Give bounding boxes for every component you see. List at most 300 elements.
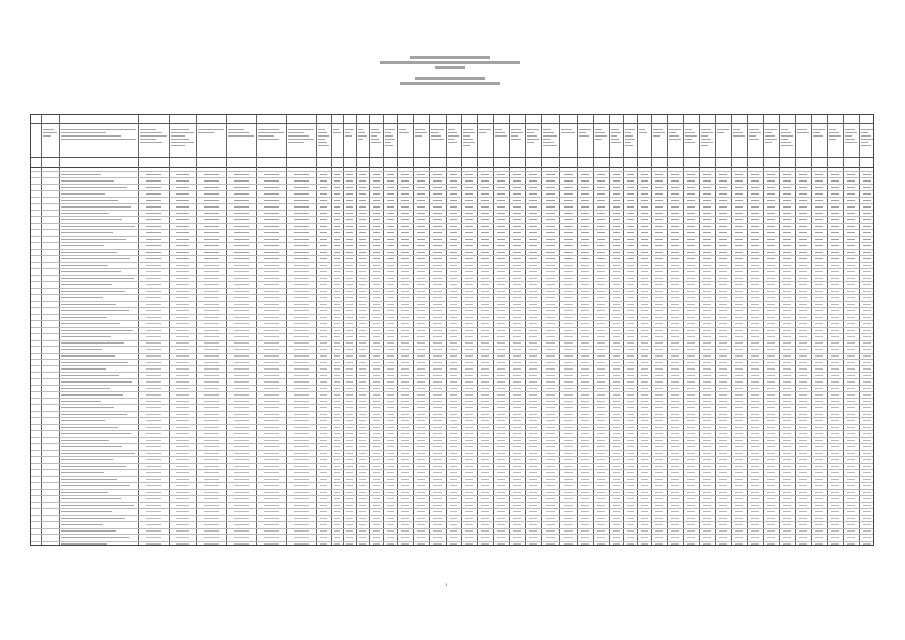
cell-value: [847, 180, 855, 181]
cell-value: [204, 407, 219, 408]
cell-value: [346, 239, 353, 240]
cell-value: [799, 459, 807, 460]
cell-value: [597, 537, 605, 538]
cell-value: [450, 317, 458, 318]
header-text: [228, 129, 244, 130]
cell-value: [799, 342, 807, 343]
cell-value: [751, 453, 759, 454]
cell-value: [497, 492, 505, 493]
cell-value: [546, 200, 555, 201]
cell-value: [815, 446, 823, 447]
cell-value: [465, 388, 473, 389]
cell-value: [529, 278, 537, 279]
cell-value: [417, 349, 425, 350]
cell-value: [146, 310, 162, 311]
cell-value: [863, 530, 871, 531]
cell-value: [671, 323, 679, 324]
cell-value: [204, 330, 219, 331]
cell-value: [529, 407, 537, 408]
cell-value: [387, 342, 394, 343]
cell-value: [234, 498, 249, 499]
cell-value: [627, 174, 634, 175]
cell-value: [146, 174, 162, 175]
cell-value: [799, 258, 807, 259]
cell-value: [627, 206, 634, 207]
cell-value: [863, 401, 871, 402]
cell-value: [564, 530, 573, 531]
cell-value: [799, 375, 807, 376]
cell-value: [863, 375, 871, 376]
header-text: [765, 132, 772, 133]
table-column-divider: [446, 115, 447, 545]
table-row: [31, 236, 873, 237]
cell-value: [613, 239, 620, 240]
cell-value: [387, 388, 394, 389]
cell-value: [320, 453, 328, 454]
header-text: [527, 135, 537, 136]
cell-value: [597, 414, 605, 415]
header-text: [448, 142, 457, 143]
table-column-divider: [859, 115, 860, 545]
cell-value: [465, 239, 473, 240]
cell-value: [863, 219, 871, 220]
cell-value: [465, 362, 473, 363]
row-description: [61, 401, 101, 402]
table-column-divider: [316, 115, 317, 545]
cell-value: [581, 498, 589, 499]
cell-value: [481, 180, 489, 181]
cell-value: [234, 297, 249, 298]
cell-value: [564, 245, 573, 246]
cell-value: [373, 180, 380, 181]
cell-value: [264, 433, 279, 434]
cell-value: [719, 466, 727, 467]
cell-value: [234, 472, 249, 473]
table-row: [31, 482, 873, 483]
cell-value: [597, 375, 605, 376]
cell-value: [204, 213, 219, 214]
cell-value: [735, 407, 743, 408]
cell-value: [346, 330, 353, 331]
cell-value: [581, 414, 589, 415]
cell-value: [450, 284, 458, 285]
header-text: [765, 129, 777, 130]
cell-value: [627, 485, 634, 486]
cell-value: [417, 174, 425, 175]
cell-value: [294, 297, 309, 298]
table-row: [31, 528, 873, 529]
cell-value: [703, 394, 711, 395]
cell-value: [847, 355, 855, 356]
header-text: [61, 129, 136, 130]
cell-value: [655, 530, 663, 531]
cell-value: [465, 323, 473, 324]
cell-value: [641, 453, 648, 454]
cell-value: [417, 446, 425, 447]
cell-value: [513, 492, 521, 493]
cell-value: [767, 200, 775, 201]
cell-value: [863, 543, 871, 544]
cell-value: [863, 278, 871, 279]
cell-value: [346, 459, 353, 460]
cell-value: [450, 537, 458, 538]
cell-value: [655, 505, 663, 506]
cell-value: [671, 232, 679, 233]
cell-value: [815, 349, 823, 350]
cell-value: [497, 317, 505, 318]
cell-value: [831, 330, 839, 331]
cell-value: [767, 492, 775, 493]
cell-value: [264, 511, 279, 512]
cell-value: [465, 394, 473, 395]
cell-value: [346, 433, 353, 434]
cell-value: [564, 349, 573, 350]
cell-value: [204, 245, 219, 246]
cell-value: [627, 440, 634, 441]
header-text: [463, 129, 473, 130]
cell-value: [513, 453, 521, 454]
cell-value: [450, 330, 458, 331]
cell-value: [346, 453, 353, 454]
cell-value: [655, 466, 663, 467]
cell-value: [497, 459, 505, 460]
cell-value: [863, 433, 871, 434]
cell-value: [481, 174, 489, 175]
cell-value: [546, 479, 555, 480]
cell-value: [719, 349, 727, 350]
cell-value: [847, 278, 855, 279]
cell-value: [401, 414, 409, 415]
header-text: [685, 135, 697, 136]
cell-value: [417, 479, 425, 480]
cell-value: [346, 219, 353, 220]
cell-value: [450, 180, 458, 181]
cell-value: [597, 388, 605, 389]
cell-value: [546, 530, 555, 531]
cell-value: [564, 518, 573, 519]
cell-value: [671, 466, 679, 467]
cell-value: [176, 297, 190, 298]
cell-value: [417, 518, 425, 519]
cell-value: [146, 407, 162, 408]
cell-value: [497, 206, 505, 207]
cell-value: [641, 187, 648, 188]
cell-value: [751, 466, 759, 467]
cell-value: [481, 479, 489, 480]
cell-value: [465, 440, 473, 441]
cell-value: [564, 239, 573, 240]
cell-value: [767, 245, 775, 246]
cell-value: [831, 200, 839, 201]
cell-value: [597, 187, 605, 188]
table-column-divider: [651, 115, 652, 545]
cell-value: [597, 394, 605, 395]
header-text: [288, 135, 309, 136]
cell-value: [264, 226, 279, 227]
cell-value: [671, 180, 679, 181]
cell-value: [597, 213, 605, 214]
cell-value: [627, 200, 634, 201]
cell-value: [627, 342, 634, 343]
cell-value: [334, 453, 340, 454]
cell-value: [401, 388, 409, 389]
header-text: [258, 135, 274, 136]
cell-value: [294, 511, 309, 512]
cell-value: [564, 330, 573, 331]
cell-value: [204, 317, 219, 318]
cell-value: [146, 440, 162, 441]
cell-value: [627, 180, 634, 181]
table-column-divider: [559, 115, 560, 545]
cell-value: [735, 336, 743, 337]
cell-value: [417, 440, 425, 441]
header-text: [595, 139, 602, 140]
cell-value: [815, 427, 823, 428]
cell-value: [146, 543, 162, 544]
cell-value: [799, 323, 807, 324]
cell-value: [450, 310, 458, 311]
cell-value: [564, 213, 573, 214]
cell-value: [373, 317, 380, 318]
cell-value: [751, 381, 759, 382]
table-column-divider: [138, 115, 139, 545]
cell-value: [234, 180, 249, 181]
header-text: [829, 139, 836, 140]
cell-value: [703, 271, 711, 272]
cell-value: [401, 297, 409, 298]
cell-value: [264, 304, 279, 305]
cell-value: [465, 193, 473, 194]
header-text: [611, 129, 619, 130]
cell-value: [433, 485, 442, 486]
cell-value: [783, 446, 791, 447]
cell-value: [671, 330, 679, 331]
cell-value: [751, 284, 759, 285]
cell-value: [433, 407, 442, 408]
cell-value: [671, 543, 679, 544]
cell-value: [546, 297, 555, 298]
cell-value: [294, 518, 309, 519]
cell-value: [450, 543, 458, 544]
header-text: [140, 135, 167, 136]
cell-value: [294, 368, 309, 369]
cell-value: [564, 297, 573, 298]
cell-value: [641, 427, 648, 428]
cell-value: [373, 498, 380, 499]
cell-value: [655, 433, 663, 434]
cell-value: [597, 174, 605, 175]
cell-value: [465, 414, 473, 415]
cell-value: [627, 446, 634, 447]
cell-value: [359, 420, 366, 421]
cell-value: [546, 459, 555, 460]
cell-value: [513, 401, 521, 402]
cell-value: [481, 265, 489, 266]
cell-value: [417, 271, 425, 272]
cell-value: [613, 414, 620, 415]
cell-value: [613, 187, 620, 188]
cell-value: [387, 323, 394, 324]
cell-value: [655, 511, 663, 512]
cell-value: [294, 239, 309, 240]
cell-value: [320, 330, 328, 331]
row-description: [61, 200, 118, 201]
cell-value: [831, 368, 839, 369]
cell-value: [783, 336, 791, 337]
cell-value: [687, 271, 695, 272]
cell-value: [497, 485, 505, 486]
cell-value: [204, 239, 219, 240]
cell-value: [320, 323, 328, 324]
cell-value: [735, 433, 743, 434]
cell-value: [703, 459, 711, 460]
header-text: [861, 142, 868, 143]
cell-value: [581, 485, 589, 486]
cell-value: [655, 414, 663, 415]
cell-value: [655, 355, 663, 356]
cell-value: [450, 213, 458, 214]
cell-value: [641, 193, 648, 194]
cell-value: [546, 440, 555, 441]
cell-value: [146, 498, 162, 499]
cell-value: [497, 323, 505, 324]
cell-value: [176, 375, 190, 376]
cell-value: [234, 317, 249, 318]
cell-value: [294, 187, 309, 188]
header-text: [511, 129, 521, 130]
cell-value: [863, 336, 871, 337]
cell-value: [671, 446, 679, 447]
cell-value: [481, 518, 489, 519]
cell-value: [320, 297, 328, 298]
cell-value: [481, 440, 489, 441]
cell-value: [264, 265, 279, 266]
cell-value: [831, 498, 839, 499]
cell-value: [767, 530, 775, 531]
header-text: [495, 135, 507, 136]
table-row: [31, 476, 873, 477]
cell-value: [264, 258, 279, 259]
cell-value: [719, 317, 727, 318]
cell-value: [497, 187, 505, 188]
cell-value: [719, 375, 727, 376]
cell-value: [597, 440, 605, 441]
header-text: [579, 135, 589, 136]
cell-value: [564, 304, 573, 305]
cell-value: [641, 446, 648, 447]
cell-value: [799, 310, 807, 311]
cell-value: [320, 492, 328, 493]
cell-value: [767, 427, 775, 428]
header-text: [781, 135, 793, 136]
cell-value: [529, 485, 537, 486]
table-column-divider: [795, 115, 796, 545]
cell-value: [234, 278, 249, 279]
cell-value: [417, 219, 425, 220]
cell-value: [863, 446, 871, 447]
cell-value: [564, 342, 573, 343]
row-description: [61, 440, 109, 441]
cell-value: [564, 440, 573, 441]
cell-value: [641, 420, 648, 421]
cell-value: [513, 200, 521, 201]
cell-value: [783, 355, 791, 356]
cell-value: [334, 193, 340, 194]
header-text: [431, 135, 441, 136]
header-text: [543, 139, 551, 140]
cell-value: [735, 453, 743, 454]
cell-value: [751, 479, 759, 480]
cell-value: [564, 368, 573, 369]
cell-value: [359, 271, 366, 272]
cell-value: [597, 323, 605, 324]
cell-value: [564, 485, 573, 486]
cell-value: [176, 349, 190, 350]
cell-value: [450, 362, 458, 363]
cell-value: [564, 375, 573, 376]
cell-value: [815, 375, 823, 376]
cell-value: [564, 433, 573, 434]
cell-value: [234, 381, 249, 382]
header-text: [463, 135, 470, 136]
cell-value: [450, 498, 458, 499]
cell-value: [767, 524, 775, 525]
cell-value: [863, 317, 871, 318]
header-text: [829, 129, 836, 130]
cell-value: [627, 297, 634, 298]
cell-value: [767, 239, 775, 240]
cell-value: [671, 219, 679, 220]
cell-value: [373, 375, 380, 376]
cell-value: [815, 498, 823, 499]
cell-value: [641, 258, 648, 259]
cell-value: [613, 219, 620, 220]
table-row: [31, 294, 873, 295]
cell-value: [387, 505, 394, 506]
cell-value: [597, 232, 605, 233]
cell-value: [546, 349, 555, 350]
cell-value: [176, 479, 190, 480]
cell-value: [497, 213, 505, 214]
cell-value: [334, 239, 340, 240]
cell-value: [783, 511, 791, 512]
cell-value: [359, 414, 366, 415]
cell-value: [334, 414, 340, 415]
cell-value: [334, 213, 340, 214]
cell-value: [234, 492, 249, 493]
cell-value: [513, 330, 521, 331]
cell-value: [513, 213, 521, 214]
cell-value: [334, 323, 340, 324]
cell-value: [655, 349, 663, 350]
cell-value: [294, 543, 309, 544]
cell-value: [450, 433, 458, 434]
cell-value: [831, 466, 839, 467]
cell-value: [735, 317, 743, 318]
cell-value: [334, 472, 340, 473]
cell-value: [359, 381, 366, 382]
cell-value: [564, 206, 573, 207]
cell-value: [346, 505, 353, 506]
cell-value: [627, 330, 634, 331]
cell-value: [627, 258, 634, 259]
cell-value: [346, 174, 353, 175]
cell-value: [346, 427, 353, 428]
cell-value: [146, 291, 162, 292]
table-column-divider: [397, 115, 398, 545]
cell-value: [529, 355, 537, 356]
cell-value: [783, 440, 791, 441]
